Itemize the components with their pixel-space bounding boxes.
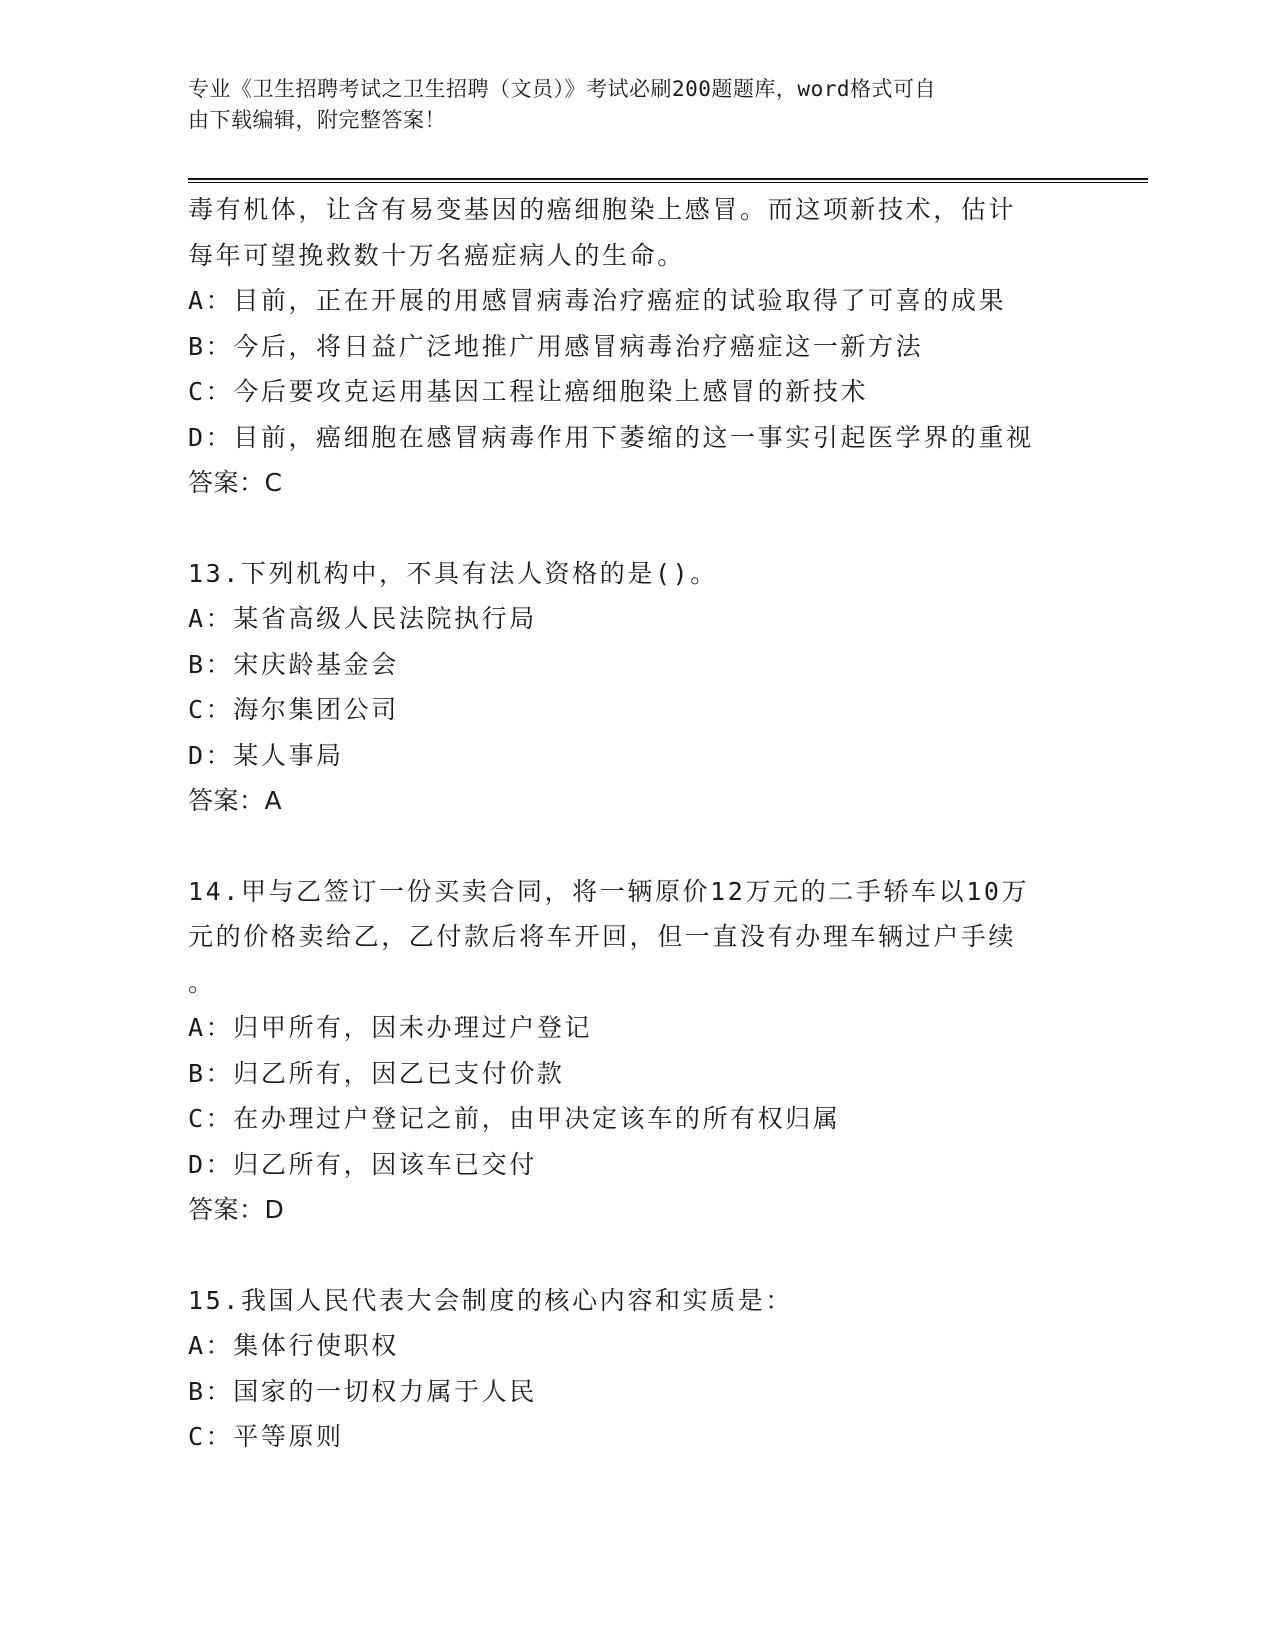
header-divider bbox=[188, 178, 1148, 183]
option-c: C：海尔集团公司 bbox=[188, 695, 399, 724]
option-c: C：平等原则 bbox=[188, 1422, 344, 1451]
header-line-1: 专业《卫生招聘考试之卫生招聘（文员）》考试必刷200题题库，word格式可自 bbox=[188, 77, 936, 101]
option-b: B：宋庆龄基金会 bbox=[188, 649, 399, 679]
question-stem-line: 15.我国人民代表大会制度的核心内容和实质是： bbox=[188, 1285, 793, 1315]
question-stem-line: 14.甲与乙签订一份买卖合同，将一辆原价12万元的二手轿车以10万 bbox=[188, 876, 1030, 906]
spacer bbox=[188, 824, 1088, 869]
option-c: C：今后要攻克运用基因工程让癌细胞染上感冒的新技术 bbox=[188, 377, 869, 406]
question-stem-line: 毒有机体，让含有易变基因的癌细胞染上感冒。而这项新技术，估计 bbox=[188, 195, 1017, 224]
option-b: B：今后，将日益广泛地推广用感冒病毒治疗癌症这一新方法 bbox=[188, 331, 924, 361]
answer-line: 答案：C bbox=[188, 468, 283, 497]
spacer bbox=[188, 506, 1088, 551]
option-a: A：集体行使职权 bbox=[188, 1331, 399, 1360]
option-c: C：在办理过户登记之前，由甲决定该车的所有权归属 bbox=[188, 1104, 841, 1133]
option-b: B：归乙所有，因乙已支付价款 bbox=[188, 1058, 565, 1088]
option-d: D：目前，癌细胞在感冒病毒作用下萎缩的这一事实引起医学界的重视 bbox=[188, 422, 1034, 452]
question-stem-line: 元的价格卖给乙，乙付款后将车开回，但一直没有办理车辆过户手续 bbox=[188, 922, 1017, 951]
option-d: D：某人事局 bbox=[188, 740, 344, 770]
option-b: B：国家的一切权力属于人民 bbox=[188, 1376, 537, 1406]
option-a: A：归甲所有，因未办理过户登记 bbox=[188, 1013, 593, 1042]
question-13 bbox=[188, 551, 1088, 824]
option-a: A：目前，正在开展的用感冒病毒治疗癌症的试验取得了可喜的成果 bbox=[188, 286, 1007, 315]
answer-line: 答案：D bbox=[188, 1195, 285, 1224]
option-d: D：归乙所有，因该车已交付 bbox=[188, 1149, 537, 1179]
question-stem-line: 13.下列机构中，不具有法人资格的是()。 bbox=[188, 558, 718, 588]
question-stem-line: 每年可望挽救数十万名癌症病人的生命。 bbox=[188, 240, 685, 270]
question-15 bbox=[188, 1278, 1088, 1460]
header-line-2: 由下载编辑，附完整答案！ bbox=[188, 108, 446, 132]
page-header bbox=[188, 74, 1068, 136]
question-12 bbox=[188, 187, 1088, 506]
spacer bbox=[188, 1233, 1088, 1278]
option-a: A：某省高级人民法院执行局 bbox=[188, 604, 537, 633]
document-body bbox=[188, 187, 1088, 1460]
question-stem-line: 。 bbox=[188, 967, 216, 997]
question-14 bbox=[188, 869, 1088, 1233]
answer-line: 答案：A bbox=[188, 786, 283, 815]
